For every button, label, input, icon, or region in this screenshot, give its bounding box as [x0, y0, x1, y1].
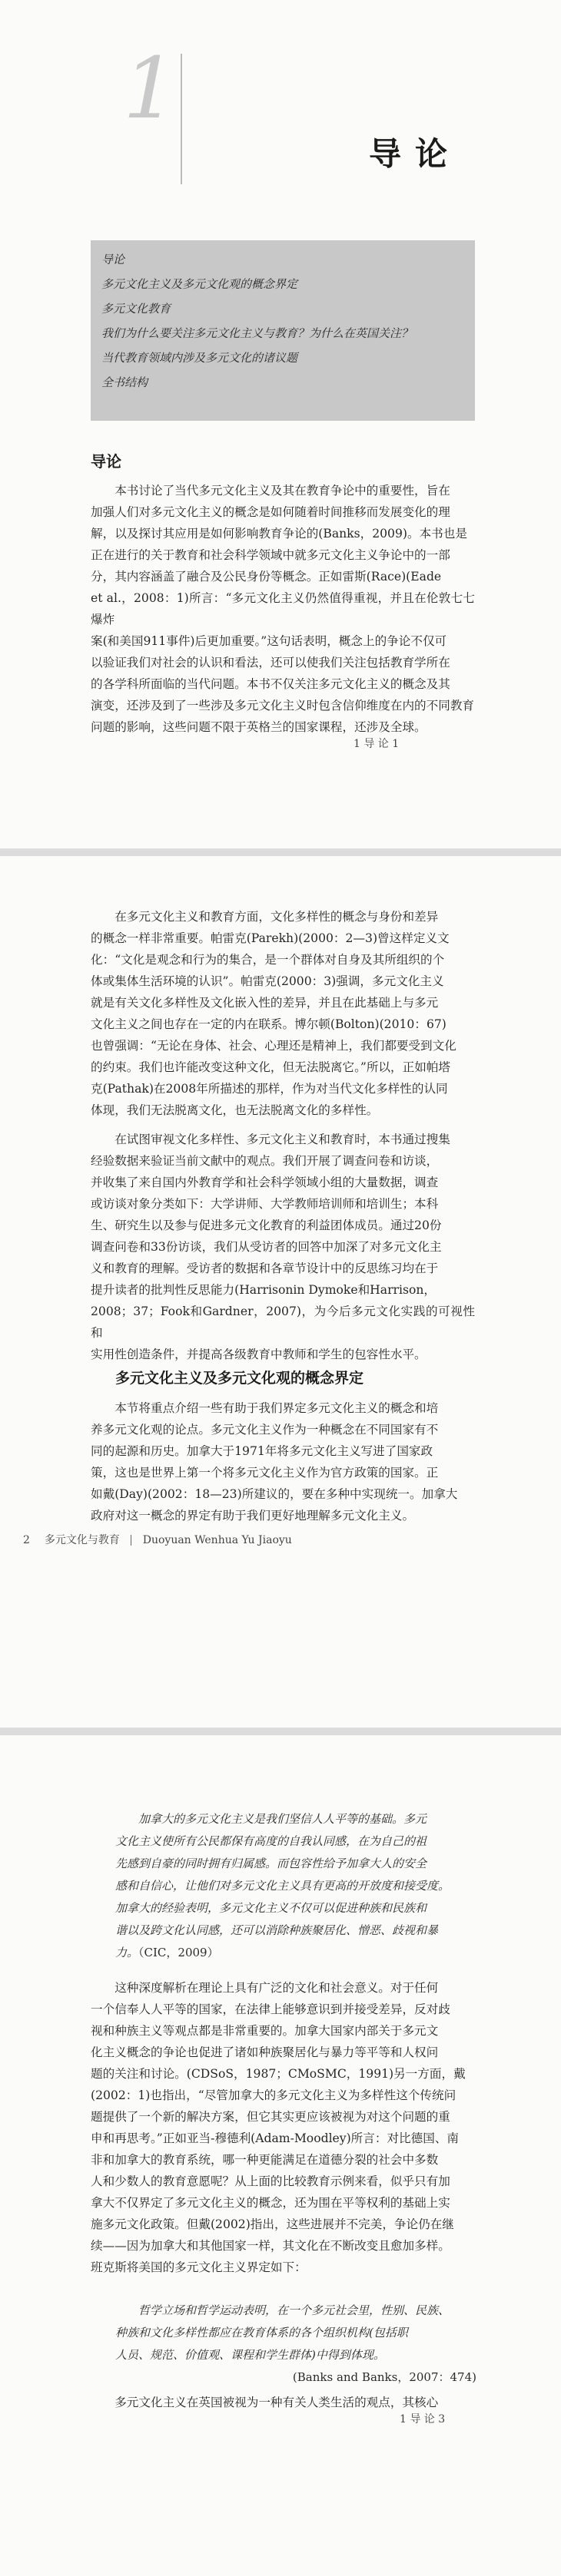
body-paragraph: [91, 2392, 475, 2413]
text-line: 在试图审视文化多样性、多元文化主义和教育时，本书通过搜集: [115, 1133, 450, 1146]
text-line: 多元文化主义在英国被视为一种有关人类生活的观点，其核心: [115, 2396, 439, 2409]
text-line: 加拿大的多元文化主义是我们坚信人人平等的基础。多元: [138, 1812, 427, 1826]
text-line: 谐以及跨文化认同感，还可以消除种族聚居化、憎恶、歧视和暴: [115, 1923, 439, 1937]
text-line: 一个信奉人人平等的国家，在法律上能够意识到并接受差异，反对歧: [91, 2002, 450, 2016]
section-heading: 多元文化主义及多元文化观的概念界定: [115, 1370, 364, 1387]
text-line: 题的关注和讨论。(CDSoS，1987；CMoSMC，1991)另一方面，戴: [91, 2067, 466, 2081]
text-line: 班克斯将美国的多元文化主义界定如下：: [91, 2260, 307, 2274]
text-line: 或访谈对象分类如下：大学讲师、大学教师培训师和培训生；本科: [91, 1197, 439, 1211]
text-line: 如戴(Day)(2002：18—23)所建议的，要在多种中实现统一。加拿大: [91, 1487, 458, 1501]
text-line: 先感到自豪的同时拥有归属感。而包容性给予加拿大人的安全: [115, 1857, 427, 1870]
footer-pinyin: Duoyuan Wenhua Yu Jiaoyu: [142, 1534, 292, 1546]
text-line: 也曾强调：“无论在身体、社会、心理还是精神上，我们都要受到文化: [91, 1039, 456, 1053]
quote-citation: （CIC，2009）: [138, 1946, 219, 1959]
text-line: 在多元文化主义和教育方面，文化多样性的概念与身份和差异: [115, 910, 439, 924]
text-line: 感和自信心，让他们对多元文化主义具有更高的开放度和接受度。: [115, 1879, 450, 1893]
toc-item: 多元文化教育: [101, 302, 171, 316]
text-line: 演变，还涉及到了一些涉及多元文化主义时包含信仰维度在内的不同教育: [91, 699, 475, 713]
text-line: 人和少数人的教育意愿呢？从上面的比较教育示例来看，似乎只有加: [91, 2174, 450, 2188]
text-line: 化：“文化是观念和行为的集合，是一个群体对自身及其所组织的个: [91, 953, 445, 967]
block-quote: [115, 1808, 476, 1964]
text-line: 加强人们对多元文化主义的概念是如何随着时间推移而发展变化的理: [91, 505, 450, 519]
text-line: 解，以及探讨其应用是如何影响教育争论的(Banks，2009)。本书也是: [91, 527, 467, 541]
section-heading: 导论: [91, 452, 121, 471]
text-line: 本节将重点介绍一些有助于我们界定多元文化主义的概念和培: [115, 1401, 439, 1415]
text-line: 体或集体生活环境的认识”。帕雷克(2000：3)强调，多元文化主义: [91, 974, 444, 988]
toc-item: 多元文化主义及多元文化观的概念界定: [101, 277, 298, 291]
text-line: 力。（CIC，2009）: [115, 1946, 219, 1959]
quote-citation: (Banks and Banks，2007：474): [292, 2370, 476, 2384]
text-line: 的概念一样非常重要。帕雷克(Parekh)(2000：2—3)曾这样定义文: [91, 931, 450, 945]
footer-book-title: 多元文化与教育: [44, 1534, 120, 1546]
text-line: 拿大不仅界定了多元文化主义的概念，还为围在平等权利的基础上实: [91, 2196, 450, 2210]
text-line: 2008；37；Fook和Gardner，2007)，为今后多元文化实践的可视性和: [91, 1305, 475, 1340]
text-line: 续——因为加拿大和其他国家一样，其文化在不断改变且愈加多样。: [91, 2239, 450, 2253]
text-line: 就是有关文化多样性及文化嵌入性的差异，并且在此基础上与多元: [91, 996, 439, 1010]
chapter-number: 1: [123, 39, 177, 137]
body-paragraph: [91, 1129, 475, 1365]
toc-item: 我们为什么要关注多元文化主义与教育？为什么在英国关注？: [101, 326, 413, 340]
page-2: [0, 856, 561, 1728]
text-line: 哲学立场和哲学运动表明，在一个多元社会里，性别、民族、: [138, 2303, 450, 2317]
text-line: 正在进行的关于教育和社会科学领域中就多元文化主义争论中的一部: [91, 548, 450, 562]
footer-page-number: 2: [23, 1534, 30, 1546]
text-line: 调查问卷和33份访谈，我们从受访者的回答中加深了对多元文化主: [91, 1240, 442, 1254]
text-line: 实用性创造条件，并提高各级教育中教师和学生的包容性水平。: [91, 1348, 427, 1361]
page-footer: 1 导 论 1: [354, 738, 400, 750]
block-quote: [115, 2300, 476, 2389]
text-line: 视和种族主义等观点都是非常重要的。加拿大国家内部关于多元文: [91, 2024, 439, 2038]
text-line: 人员、规范、价值观、课程和学生群体)中得到体现。: [115, 2348, 385, 2362]
body-paragraph: [91, 1977, 475, 2278]
text-line: 施多元文化政策。但戴(2002)指出，这些进展并不完美，争论仍在继: [91, 2217, 454, 2231]
text-line: 的各学科所面临的当代问题。本书不仅关注多元文化主义的概念及其: [91, 677, 450, 691]
text-line: 体现，我们无法脱离文化，也无法脱离文化的多样性。: [91, 1103, 379, 1117]
body-paragraph: [91, 480, 475, 738]
text-line: 本书讨论了当代多元文化主义及其在教育争论中的重要性，旨在: [115, 484, 450, 498]
text-line: 并收集了来自国内外教育学和社会科学领域小组的大量数据，调查: [91, 1176, 439, 1189]
text-line: 提升读者的批判性反思能力(Harrisonin Dymoke和Harrison，: [91, 1283, 436, 1297]
text-line: 以验证我们对社会的认识和看法，还可以使我们关注包括教育学所在: [91, 656, 450, 670]
body-paragraph: [91, 1397, 475, 1526]
text-line: 的约束。我们也许能改变这种文化，但无法脱离它。”所以，正如帕塔: [91, 1060, 450, 1074]
text-line: 同的起源和历史。加拿大于1971年将多元文化主义写进了国家政: [91, 1444, 433, 1458]
text-line: 申和再思考。”正如亚当-穆德利(Adam-Moodley)所言：对比德国、南: [91, 2131, 460, 2145]
text-line: 案(和美国911事件)后更加重要。”这句话表明，概念上的争论不仅可: [91, 634, 447, 648]
chapter-divider: [181, 54, 182, 184]
text-line: 策，这也是世界上第一个将多元文化主义作为官方政策的国家。正: [91, 1466, 439, 1480]
text-line: 加拿大的经验表明，多元文化主义不仅可以促进种族和民族和: [115, 1901, 427, 1915]
text-line: (2002：1)也指出，“尽管加拿大的多元文化主义为多样性这个传统问: [91, 2088, 456, 2102]
text-line: 政府对这一概念的界定有助于我们更好地理解多元文化主义。: [91, 1509, 415, 1523]
text-line: 分，其内容涵盖了融合及公民身份等概念。正如雷斯(Race)(Eade: [91, 570, 442, 584]
text-line: 养多元文化观的论点。多元文化主义作为一种概念在不同国家有不: [91, 1423, 439, 1437]
page-footer: [23, 1532, 292, 1547]
text-line: 非和加拿大的教育系统，哪一种更能满足在道德分裂的社会中多数: [91, 2153, 439, 2167]
text-line: 题提供了一个新的解决方案，但它其实更应该被视为对这个问题的重: [91, 2110, 450, 2124]
text-line: 化主义概念的争论也促进了诸如种族聚居化与暴力等平等和人权问: [91, 2045, 439, 2059]
page-3: [0, 1735, 561, 2576]
body-paragraph: [91, 906, 475, 1121]
text-line: 经验数据来验证当前文献中的观点。我们开展了调查问卷和访谈，: [91, 1154, 439, 1168]
text-line: 义和教育的理解。受访者的数据和各章节设计中的反思练习均在于: [91, 1262, 439, 1275]
text-line: et al.，2008：1)所言：“多元文化主义仍然值得重视，并且在伦敦七七爆炸: [91, 591, 475, 627]
chapter-contents-box: [91, 240, 475, 421]
text-line: 问题的影响，这些问题不限于英格兰的国家课程，还涉及全球。: [91, 720, 427, 734]
text-line: 克(Pathak)在2008年所描述的那样，作为对当代文化多样性的认同: [91, 1082, 448, 1096]
page-footer: 1 导 论 3: [400, 2413, 446, 2426]
toc-item: 当代教育领域内涉及多元文化的诸议题: [101, 351, 298, 365]
chapter-title: 导论: [368, 135, 461, 173]
text-line: 文化主义之间也存在一定的内在联系。博尔顿(Bolton)(2010：67): [91, 1017, 446, 1031]
text-line: 生、研究生以及参与促进多元文化教育的利益团体成员。通过20份: [91, 1219, 442, 1232]
toc-item: 全书结构: [101, 375, 148, 389]
text-line: 文化主义使所有公民都保有高度的自我认同感，在为自己的祖: [115, 1834, 427, 1848]
toc-item: 导论: [101, 253, 125, 266]
text-line: 种族和文化多样性都应在教育体系的各个组织机构(包括职: [115, 2326, 408, 2340]
text-line: 这种深度解析在理论上具有广泛的文化和社会意义。对于任何: [115, 1981, 439, 1995]
page-1: [0, 0, 561, 848]
